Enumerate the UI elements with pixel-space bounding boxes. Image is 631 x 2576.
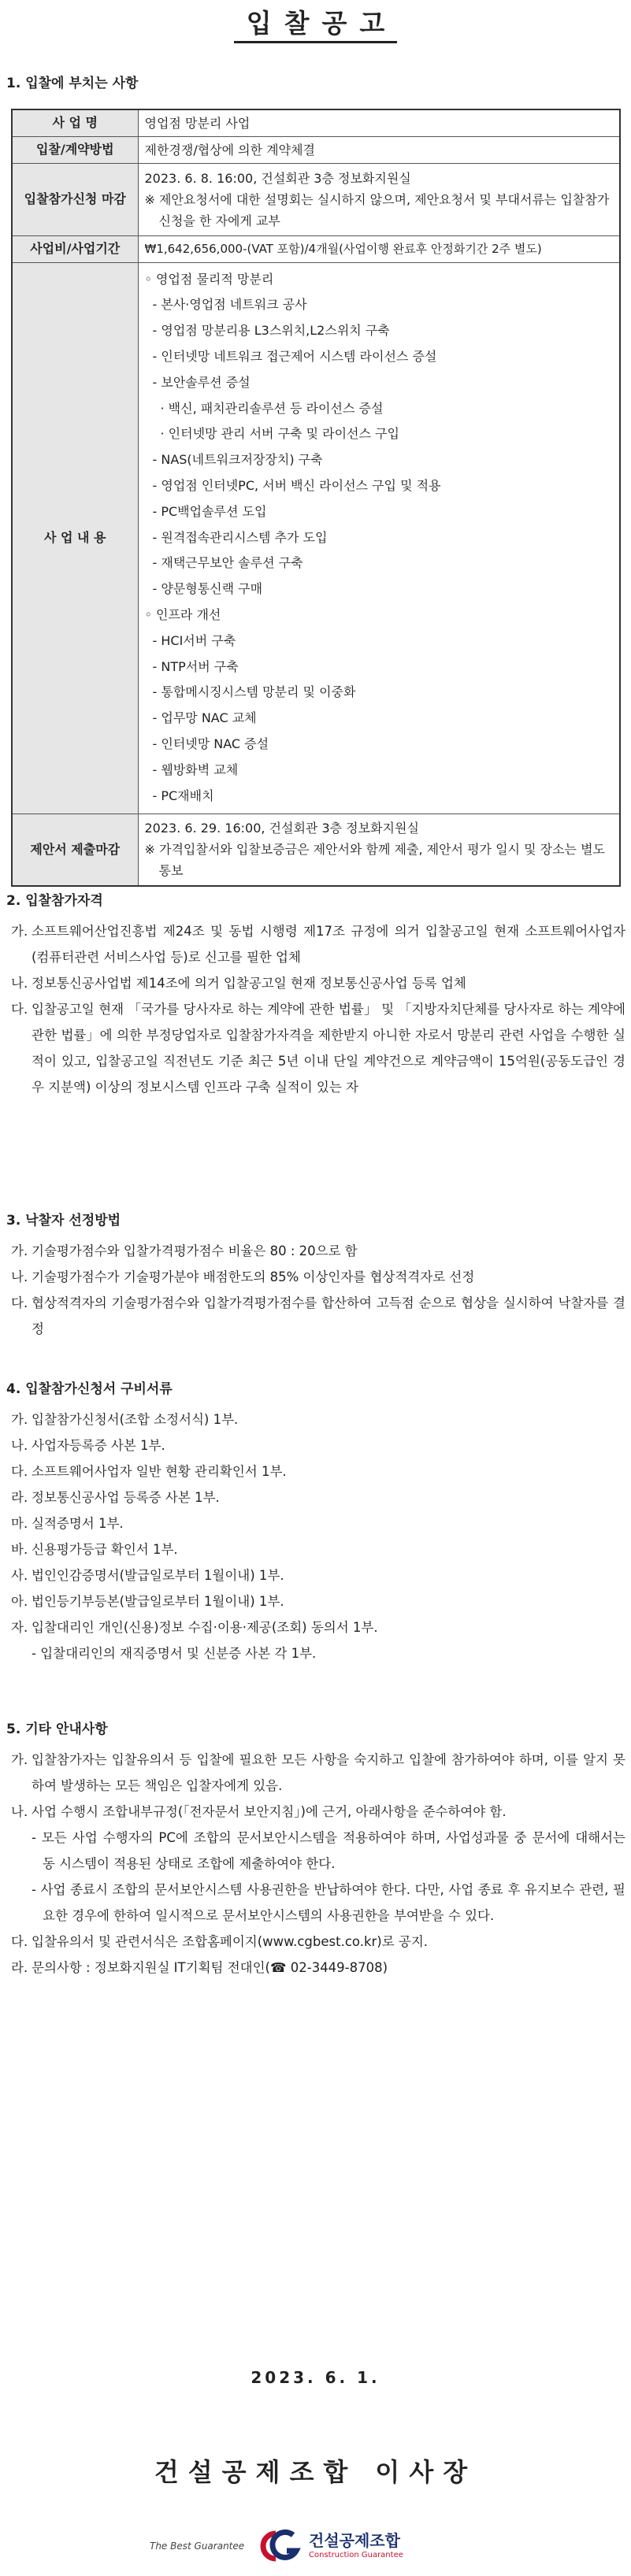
content-item: - 인터넷망 네트워크 접근제어 시스템 라이선스 증설: [152, 349, 437, 365]
value-contract-method: 제한경쟁/협상에 의한 계약체결: [138, 136, 620, 163]
section-3-heading: 3. 낙찰자 선정방법: [6, 1213, 121, 1229]
table-row: [12, 136, 620, 163]
notice-date: 2023. 6. 1.: [251, 2368, 380, 2387]
value-application-deadline: [138, 163, 620, 235]
list-subitem: - 모든 사업 수행자의 PC에 조합의 문서보안시스템을 적용하여야 하며, 사업성과물 중 문서에 대해서는 동 시스템이 적용된 상태로 조합에 제출하여야 한다.: [32, 1830, 625, 1871]
value-project-name: 영업점 망분리 사업: [138, 109, 620, 136]
content-item: - 재택근무보안 솔루션 구축: [152, 555, 303, 571]
logo-tagline: The Best Guarantee: [150, 2541, 245, 2552]
content-item: - 인터넷망 NAC 증설: [152, 736, 269, 751]
list-item: 다. 협상적격자의 기술평가점수와 입찰가격평가점수를 합산하여 고득점 순으로 협상을 실시하여 낙찰자를 결정: [11, 1295, 625, 1336]
content-item: · 백신, 패치관리솔루션 등 라이선스 증설: [160, 400, 384, 416]
section-2-heading: 2. 입찰참가자격: [6, 893, 103, 909]
logo-name-english: Construction Guarantee: [309, 2551, 403, 2559]
content-item: - PC재배치: [152, 788, 214, 803]
content-item: - NAS(네트워크저장장치) 구축: [152, 452, 323, 468]
section-4-heading: 4. 입찰참가신청서 구비서류: [6, 1381, 173, 1397]
content-item: - 양문형통신랙 구매: [152, 581, 263, 597]
list-item: 아. 법인등기부등본(발급일로부터 1월이내) 1부.: [11, 1594, 284, 1609]
list-item: 다. 입찰유의서 및 관련서식은 조합홈페이지(www.cgbest.co.kr)로 공지.: [11, 1934, 429, 1949]
proposal-note: ※ 가격입찰서와 입찰보증금은 제안서와 함께 제출, 제안서 평가 일시 및 장소는 별도 통보: [144, 842, 605, 879]
content-item: - 영업점 망분리용 L3스위치,L2스위치 구축: [152, 323, 390, 339]
list-subitem: - 입찰대리인의 재직증명서 및 신분증 사본 각 1부.: [32, 1646, 317, 1661]
list-item: 나. 정보통신공사업법 제14조에 의거 입찰공고일 현재 정보통신공사업 등록 업체: [11, 976, 466, 991]
label-project-contents: 사 업 내 용: [12, 262, 138, 814]
list-item: 자. 입찰대리인 개인(신용)정보 수집·이용·제공(조회) 동의서 1부.: [11, 1620, 378, 1635]
content-item: - 업무망 NAC 교체: [152, 710, 257, 726]
content-item: - NTP서버 구축: [152, 658, 239, 674]
content-item: - PC백업솔루션 도입: [152, 503, 267, 519]
deadline-datetime: 2023. 6. 8. 16:00, 건설회관 3층 정보화지원실: [144, 170, 411, 186]
table-row: [12, 235, 620, 262]
section-4-body: [11, 1407, 625, 1666]
title-text: 입찰공고: [234, 6, 398, 43]
table-row: [12, 163, 620, 235]
table-row: [12, 262, 620, 814]
list-item: 다. 소프트웨어사업자 일반 현황 관리확인서 1부.: [11, 1464, 287, 1479]
section-1-heading: 1. 입찰에 부치는 사항: [6, 76, 139, 91]
section-5-heading: 5. 기타 안내사항: [6, 1722, 108, 1737]
deadline-note: ※ 제안요청서에 대한 설명회는 실시하지 않으며, 제안요청서 및 부대서류는 입찰참가신청을 한 자에게 교부: [144, 191, 610, 228]
label-proposal-deadline: 제안서 제출마감: [12, 814, 138, 886]
list-item: 다. 입찰공고일 현재 「국가를 당사자로 하는 계약에 관한 법률」 및 「지방자치단체를 당사자로 하는 계약에 관한 법률」에 의한 부정당업자로 입찰참가자격을 제한받지 아니한 자로서 망분리 관련 사업을 수행한 실적이 있고, 입찰공고일 직전년도 기준 최근 5년 이내 단일 계약건으로 계약금액이 15억원(공동도급인 경우 지분액) 이상의 정보시스템 인프라 구축 실적이 있는 자: [11, 1002, 625, 1095]
list-item: 가. 기술평가점수와 입찰가격평가점수 비율은 80 : 20으로 함: [11, 1244, 358, 1258]
value-budget-period: ₩1,642,656,000-(VAT 포함)/4개월(사업이행 완료후 안정화기간 2주 별도): [138, 235, 620, 262]
content-item: · 인터넷망 관리 서버 구축 및 라이선스 구입: [160, 426, 399, 442]
content-item: - HCI서버 구축: [152, 632, 236, 648]
content-item: ◦ 영업점 물리적 망분리: [144, 271, 274, 287]
list-item: 나. 사업자등록증 사본 1부.: [11, 1438, 165, 1453]
content-item: - 본사·영업점 네트워크 공사: [152, 297, 307, 313]
content-item: - 보안솔루션 증설: [152, 374, 251, 390]
value-proposal-deadline: [138, 814, 620, 886]
bid-info-table: [11, 109, 621, 887]
content-item: - 영업점 인터넷PC, 서버 백신 라이선스 구입 및 적용: [152, 478, 441, 493]
content-item: - 웹방화벽 교체: [152, 762, 239, 777]
list-item: 마. 실적증명서 1부.: [11, 1516, 124, 1531]
list-item: 가. 소프트웨어산업진흥법 제24조 및 동법 시행령 제17조 규정에 의거 입찰공고일 현재 소프트웨어사업자(컴퓨터관련 서비스사업 등)로 신고를 필한 업체: [11, 924, 625, 965]
issuer-signature: 건설공제조합 이사장: [154, 2457, 477, 2487]
content-item: - 원격접속관리시스템 추가 도입: [152, 529, 328, 545]
logo-wordmark: [309, 2531, 403, 2561]
list-item: 사. 법인인감증명서(발급일로부터 1월이내) 1부.: [11, 1568, 284, 1583]
section-5-body: [11, 1747, 625, 1981]
list-subitem: - 사업 종료시 조합의 문서보안시스템 사용권한을 반납하여야 한다. 다만, 사업 종료 후 유지보수 관련, 필요한 경우에 한하여 일시적으로 문서보안시스템의 사용권한을 부여받을 수 있다.: [32, 1882, 625, 1923]
cg-logo-icon: [252, 2527, 303, 2565]
value-project-contents: [138, 262, 620, 814]
label-budget-period: 사업비/사업기간: [12, 235, 138, 262]
list-item: 라. 정보통신공사업 등록증 사본 1부.: [11, 1490, 220, 1505]
label-project-name: 사 업 명: [12, 109, 138, 136]
table-row: [12, 109, 620, 136]
content-item: ◦ 인프라 개선: [144, 606, 221, 622]
list-item: 가. 입찰참가신청서(조합 소정서식) 1부.: [11, 1412, 239, 1427]
document-title: [0, 6, 631, 43]
section-3-body: [11, 1238, 625, 1342]
list-item: 바. 신용평가등급 확인서 1부.: [11, 1542, 178, 1557]
proposal-datetime: 2023. 6. 29. 16:00, 건설회관 3층 정보화지원실: [144, 821, 419, 836]
label-application-deadline: 입찰참가신청 마감: [12, 163, 138, 235]
logo-name-korean: 건설공제조합: [309, 2531, 400, 2550]
list-item: 라. 문의사항 : 정보화지원실 IT기획팀 전대인(☎ 02-3449-8708): [11, 1960, 388, 1975]
org-logo: [150, 2524, 488, 2568]
list-item: 나. 사업 수행시 조합내부규정(「전자문서 보안지침」)에 근거, 아래사항을 준수하여야 함.: [11, 1804, 507, 1819]
label-contract-method: 입찰/계약방법: [12, 136, 138, 163]
table-row: [12, 814, 620, 886]
list-item: 가. 입찰참가자는 입찰유의서 등 입찰에 필요한 모든 사항을 숙지하고 입찰에 참가하여야 하며, 이를 알지 못하여 발생하는 모든 책임은 입찰자에게 있음.: [11, 1752, 625, 1793]
list-item: 나. 기술평가점수가 기술평가분야 배점한도의 85% 이상인자를 협상적격자로 선정: [11, 1269, 475, 1284]
section-2-body: [11, 918, 625, 1100]
content-item: - 통합메시징시스템 망분리 및 이중화: [152, 684, 356, 700]
